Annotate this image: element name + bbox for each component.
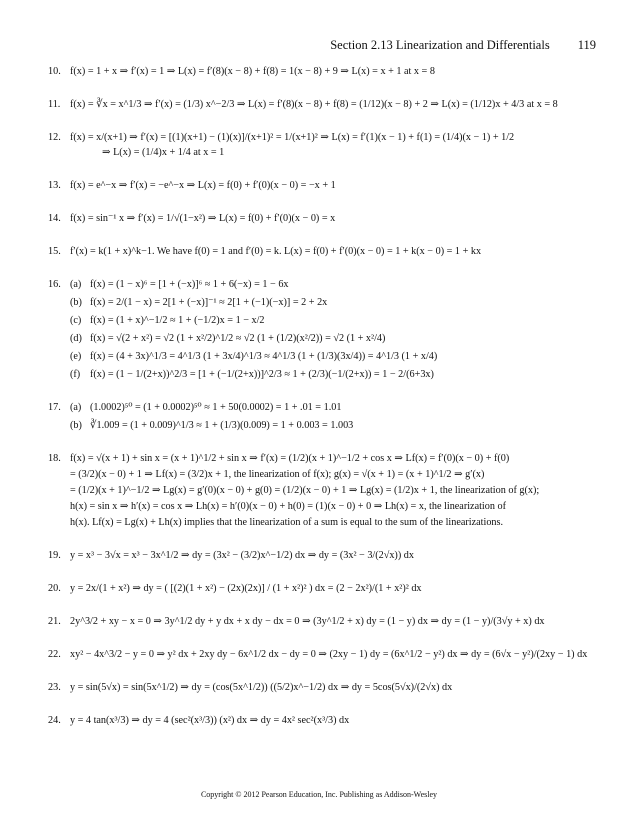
problem-number: 22.: [48, 649, 61, 660]
problem-5: [48, 244, 608, 259]
part-label: (e): [70, 351, 82, 362]
problem-4: [48, 211, 608, 226]
solution-line: [48, 467, 608, 482]
problem-1: [48, 97, 608, 112]
solution-line: [48, 244, 608, 259]
problem-12: [48, 647, 608, 662]
problem-number: 24.: [48, 715, 61, 726]
solution-line: [48, 548, 608, 563]
equation-text: = (1/2)(x + 1)^−1/2 ⇒ Lg(x) = g′(0)(x − 0) + g(0) = (1/2)(x − 0) + 1 ⇒ Lg(x) = (1/2)x + 1, the linearization of g(x);: [70, 485, 540, 496]
equation-text: f(x) = (4 + 3x)^1/3 = 4^1/3 (1 + 3x/4)^1/3 ≈ 4^1/3 (1 + (1/3)(3x/4)) = 4^1/3 (1 + x/4): [90, 351, 438, 362]
page-header: [330, 38, 596, 53]
solution-line: [48, 499, 608, 514]
solution-line: [48, 145, 608, 160]
solution-line: [48, 277, 608, 292]
equation-text: f(x) = √(2 + x²) = √2 (1 + x²/2)^1/2 ≈ √2 (1 + (1/2)(x²/2)) = √2 (1 + x²/4): [90, 333, 386, 344]
solution-line: [48, 331, 608, 346]
problem-11: [48, 614, 608, 629]
problem-8: [48, 451, 608, 530]
equation-text: f(x) = (1 + x)^−1/2 ≈ 1 + (−1/2)x = 1 − x/2: [90, 315, 265, 326]
solution-line: [48, 211, 608, 226]
solution-line: [48, 713, 608, 728]
problem-number: 19.: [48, 550, 61, 561]
problem-6: [48, 277, 608, 382]
part-label: (a): [70, 279, 82, 290]
problem-number: 14.: [48, 213, 61, 224]
problem-14: [48, 713, 608, 728]
solution-line: [48, 400, 608, 415]
part-label: (b): [70, 420, 82, 431]
equation-text: 2y^3/2 + xy − x = 0 ⇒ 3y^1/2 dy + y dx + x dy − dx = 0 ⇒ (3y^1/2 + x) dy = (1 − y) dx ⇒ dy = (1 − y)/(3√y + x) dx: [70, 616, 545, 627]
copyright-footer: Copyright © 2012 Pearson Education, Inc. Publishing as Addison-Wesley: [200, 790, 438, 799]
equation-text: f(x) = ∛x = x^1/3 ⇒ f′(x) = (1/3) x^−2/3 ⇒ L(x) = f′(8)(x − 8) + f(8) = (1/12)(x − 8) + 2 ⇒ L(x) = (1/12)x + 4/3 at x = 8: [70, 99, 558, 110]
problem-number: 13.: [48, 180, 61, 191]
part-label: (b): [70, 297, 82, 308]
equation-text: f(x) = 2/(1 − x) = 2[1 + (−x)]⁻¹ ≈ 2[1 + (−1)(−x)] = 2 + 2x: [90, 297, 328, 308]
solution-line: [48, 313, 608, 328]
equation-text: ⇒ L(x) = (1/4)x + 1/4 at x = 1: [102, 147, 225, 158]
solution-line: [48, 130, 608, 145]
equation-text: f(x) = (1 − x)⁶ = [1 + (−x)]⁶ ≈ 1 + 6(−x) = 1 − 6x: [90, 279, 289, 290]
solution-line: [48, 483, 608, 498]
solution-line: [48, 349, 608, 364]
part-label: (c): [70, 315, 82, 326]
solution-line: [48, 451, 608, 466]
page-number: 119: [577, 38, 596, 52]
problem-9: [48, 548, 608, 563]
solution-line: [48, 680, 608, 695]
problem-3: [48, 178, 608, 193]
solution-line: [48, 295, 608, 310]
problem-number: 11.: [48, 99, 61, 110]
solution-line: [48, 647, 608, 662]
solution-line: [48, 515, 608, 530]
problem-10: [48, 581, 608, 596]
equation-text: y = 2x/(1 + x²) ⇒ dy = ( [(2)(1 + x²) − (2x)(2x)] / (1 + x²)² ) dx = (2 − 2x²)/(1 + x²)² dx: [70, 583, 422, 594]
solution-line: [48, 178, 608, 193]
part-label: (a): [70, 402, 82, 413]
equation-text: f(x) = (1 − 1/(2+x))^2/3 = [1 + (−1/(2+x))]^2/3 ≈ 1 + (2/3)(−1/(2+x)) = 1 − 2/(6+3x): [90, 369, 434, 380]
part-label: (f): [70, 369, 81, 380]
equation-text: h(x) = sin x ⇒ h′(x) = cos x ⇒ Lh(x) = h′(0)(x − 0) + h(0) = (1)(x − 0) + 0 ⇒ Lh(x) = x, the linearization of: [70, 501, 506, 512]
equation-text: ∛1.009 = (1 + 0.009)^1/3 ≈ 1 + (1/3)(0.009) = 1 + 0.003 = 1.003: [90, 420, 354, 431]
equation-text: xy² − 4x^3/2 − y = 0 ⇒ y² dx + 2xy dy − 6x^1/2 dx − dy = 0 ⇒ (2xy − 1) dy = (6x^1/2 − y²) dx ⇒ dy = (6√x − y²)/(2xy − 1) dx: [70, 649, 588, 660]
solution-line: [48, 581, 608, 596]
part-label: (d): [70, 333, 82, 344]
solution-line: [48, 97, 608, 112]
equation-text: (1.0002)⁵⁰ = (1 + 0.0002)⁵⁰ ≈ 1 + 50(0.0002) = 1 + .01 = 1.01: [90, 402, 342, 413]
problem-number: 10.: [48, 66, 61, 77]
problem-13: [48, 680, 608, 695]
equation-text: y = sin(5√x) = sin(5x^1/2) ⇒ dy = (cos(5x^1/2)) ((5/2)x^−1/2) dx ⇒ dy = 5cos(5√x)/(2√x) dx: [70, 682, 453, 693]
problem-number: 23.: [48, 682, 61, 693]
equation-text: f(x) = e^−x ⇒ f′(x) = −e^−x ⇒ L(x) = f(0) + f′(0)(x − 0) = −x + 1: [70, 180, 336, 191]
solution-line: [48, 367, 608, 382]
equation-text: f(x) = √(x + 1) + sin x = (x + 1)^1/2 + sin x ⇒ f′(x) = (1/2)(x + 1)^−1/2 + cos x ⇒ Lf(x) = f′(0)(x − 0) + f(0): [70, 453, 510, 464]
solution-line: [48, 418, 608, 433]
problem-number: 21.: [48, 616, 61, 627]
problem-number: 15.: [48, 246, 61, 257]
equation-text: y = 4 tan(x³/3) ⇒ dy = 4 (sec²(x³/3)) (x²) dx ⇒ dy = 4x² sec²(x³/3) dx: [70, 715, 350, 726]
problem-number: 17.: [48, 402, 61, 413]
equation-text: f(x) = x/(x+1) ⇒ f′(x) = [(1)(x+1) − (1)(x)]/(x+1)² = 1/(x+1)² ⇒ L(x) = f′(1)(x − 1) + f(1) = (1/4)(x − 1) + 1/2: [70, 132, 515, 143]
problem-number: 20.: [48, 583, 61, 594]
equation-text: f(x) = 1 + x ⇒ f′(x) = 1 ⇒ L(x) = f′(8)(x − 8) + f(8) = 1(x − 8) + 9 ⇒ L(x) = x + 1 at x = 8: [70, 66, 435, 77]
problem-number: 16.: [48, 279, 61, 290]
equation-text: f(x) = sin⁻¹ x ⇒ f′(x) = 1/√(1−x²) ⇒ L(x) = f(0) + f′(0)(x − 0) = x: [70, 213, 336, 224]
equation-text: = (3/2)(x − 0) + 1 ⇒ Lf(x) = (3/2)x + 1, the linearization of f(x); g(x) = √(x + 1) = (x + 1)^1/2 ⇒ g′(x): [70, 469, 485, 480]
section-title: Section 2.13 Linearization and Differentials: [330, 38, 550, 52]
problem-number: 12.: [48, 132, 61, 143]
problem-2: [48, 130, 608, 160]
problem-0: [48, 64, 608, 79]
problem-number: 18.: [48, 453, 61, 464]
equation-text: y = x³ − 3√x = x³ − 3x^1/2 ⇒ dy = (3x² − (3/2)x^−1/2) dx ⇒ dy = (3x² − 3/(2√x)) dx: [70, 550, 414, 561]
solutions-list: [48, 64, 608, 746]
problem-7: [48, 400, 608, 433]
solution-line: [48, 614, 608, 629]
equation-text: h(x). Lf(x) = Lg(x) + Lh(x) implies that the linearization of a sum is equal to the sum of the linearizations.: [70, 517, 504, 528]
equation-text: f′(x) = k(1 + x)^k−1. We have f(0) = 1 and f′(0) = k. L(x) = f(0) + f′(0)(x − 0) = 1 + k(x − 0) = 1 + kx: [70, 246, 482, 257]
solution-line: [48, 64, 608, 79]
